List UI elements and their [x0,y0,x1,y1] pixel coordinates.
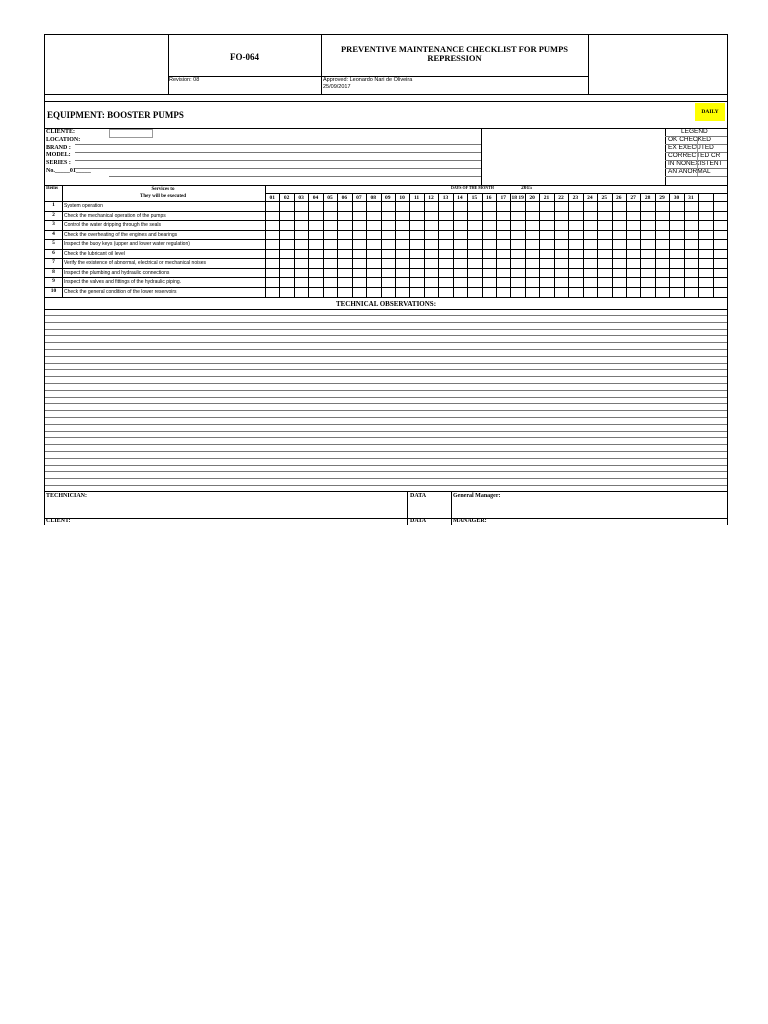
legend-item: CORRECTED CR [668,152,721,159]
field-underline [109,176,481,177]
day-column-line [669,193,670,297]
signature-divider [407,491,408,525]
observation-line[interactable] [45,437,727,438]
observation-line[interactable] [45,444,727,445]
frequency-badge: DAILY [695,103,725,121]
day-header: 24 [587,195,593,201]
day-header: 11 [413,195,420,201]
header-divider [321,35,322,94]
service-description: Verify the existence of abnormal, electrical or mechanical noises [64,260,207,266]
day-column-line [366,193,367,297]
approved-date: 25/09/2017 [323,84,351,90]
observation-line[interactable] [45,342,727,343]
observation-line[interactable] [45,465,727,466]
row-number: 2 [52,211,55,218]
year-label: 2015 [521,185,532,191]
equipment-label: EQUIPMENT: BOOSTER PUMPS [47,110,184,120]
service-description: Control the water dripping through the seals [64,222,162,228]
day-header: 04 [312,195,319,201]
day-column-line [597,193,598,297]
field-underline [75,168,481,169]
field-underline [75,160,481,161]
day-column-line [482,193,483,297]
day-header: 23 [572,195,579,201]
day-header: 20 [529,195,535,201]
row-rule [45,277,727,278]
day-header: 06 [341,195,348,201]
day-column-line [352,193,353,297]
day-column-line [698,193,699,297]
day-header: 10 [399,195,405,201]
day-header: 31 [688,195,694,201]
general-manager-label[interactable]: General Manager: [453,493,501,499]
day-header: 29 [659,195,665,201]
day-column-line [568,193,569,297]
brand-field[interactable]: BRAND : [46,144,71,151]
row-number: 3 [52,221,55,227]
observation-line[interactable] [45,363,727,364]
form-title [321,45,588,63]
observation-line[interactable] [45,315,727,316]
legend-rule [665,160,727,161]
day-header: 09 [384,195,391,201]
day-header: 13 [442,195,449,201]
services-header [63,186,263,200]
day-header: 15 [471,195,478,201]
service-description: Check the overheating of the engines and bearings [64,231,178,238]
row-rule [45,220,727,221]
row-number: 9 [52,278,55,284]
legend-rule [665,176,727,177]
number-field[interactable]: No._____01_____ [46,167,91,174]
row-rule [45,268,727,269]
day-header: 02 [283,195,290,201]
service-description: System operation [64,203,103,209]
day-header: 07 [356,195,362,201]
legend-item: OK CHECKED [668,136,711,143]
day-header: 25 [601,195,608,201]
day-column-line [438,193,439,297]
day-header: 28 [644,195,651,201]
day-column-line [294,193,295,297]
day-column-line [279,193,280,297]
service-description: Check the mechanical operation of the pumps [64,212,166,219]
row-number: 5 [52,240,55,246]
legend-title: LEGEND [681,128,708,135]
revision-label: Revision: 08 [169,77,200,83]
info-divider [481,128,482,185]
model-field[interactable]: MODEL: [46,152,71,159]
day-header: 22 [558,195,564,201]
day-column-line [626,193,627,297]
day-column-line [337,193,338,297]
day-column-line [453,193,454,297]
client-signature-label[interactable]: CLIENT: [46,518,71,524]
row-rule [45,239,727,240]
observation-line[interactable] [45,403,727,404]
observation-line[interactable] [45,376,727,377]
day-header: 12 [428,195,434,201]
legend-rule [665,136,727,137]
day-header: 08 [370,195,377,201]
observation-line[interactable] [45,471,727,472]
approved-by: Approved: Leonardo Nari de Oliveira [323,77,413,83]
service-description: Check the lubricant oil level [64,250,125,257]
day-header: 16 [486,195,492,201]
observation-line[interactable] [45,458,727,459]
service-description: Inspect the plumbing and hydraulic connections [64,269,170,276]
observation-line[interactable] [45,329,727,330]
header-divider [168,35,169,94]
header-rule [45,101,727,102]
day-column-line [467,193,468,297]
observations-title: TECHNICAL OBSERVATIONS: [335,300,437,308]
day-column-line [409,193,410,297]
observation-line[interactable] [45,322,727,323]
observation-line[interactable] [45,431,727,432]
day-header: 26 [615,195,622,201]
day-header: 17 [500,195,506,201]
observation-line[interactable] [45,369,727,370]
day-column-line [684,193,685,297]
day-header: 03 [298,195,304,201]
observation-line[interactable] [45,485,727,486]
row-number: 10 [50,287,57,294]
day-column-line [381,193,382,297]
day-header: 30 [673,195,680,201]
day-column-line [323,193,324,297]
approval-info [323,77,412,91]
table-rule [45,297,727,298]
day-header [698,194,712,202]
observation-line[interactable] [45,356,727,357]
day-column-line [395,193,396,297]
day-column-line [525,193,526,297]
legend-rule [665,168,727,169]
row-number: 7 [52,259,55,265]
day-header [713,194,727,202]
day-column-line [612,193,613,297]
signature-rule [45,491,727,492]
manager-label[interactable]: MANAGER: [453,518,487,524]
service-description: Check the general condition of the lower reservoirs [64,288,177,295]
row-number: 6 [52,249,55,256]
day-header: 27 [630,195,636,201]
data-label[interactable]: DATA [410,493,427,499]
observation-line[interactable] [45,451,727,452]
row-rule [45,287,727,288]
observation-line[interactable] [45,410,727,411]
day-column-line [713,193,714,297]
row-rule [45,258,727,259]
day-column-line [640,193,641,297]
legend-divider [697,136,698,176]
row-number: 4 [52,230,55,237]
legend-item: EX EXECUTED [668,144,714,151]
legend-item: AN ANORMAL [668,168,711,175]
client-input-box[interactable] [109,129,153,138]
day-column-line [583,193,584,297]
day-column-line [496,193,497,297]
service-description: Inspect the valves and fittings of the hydraulic piping. [64,279,182,285]
observation-line[interactable] [45,390,727,391]
observation-line[interactable] [45,383,727,384]
checklist-sheet [44,34,728,525]
day-column-line [424,193,425,297]
row-number: 8 [52,268,55,275]
day-column-line [308,193,309,297]
day-header: 01 [269,195,275,201]
legend-item: IN NONEXISTENT [668,160,723,167]
row-rule [45,249,727,250]
legend-rule [665,152,727,153]
day-header: 05 [327,195,333,201]
services-header-line2: They will be executed [140,194,186,199]
services-header-line1: Services to [151,187,175,192]
day-header: 18 19 [511,195,524,201]
observations-rule [45,309,727,310]
field-underline [75,152,481,153]
observation-line[interactable] [45,397,727,398]
form-code: FO-064 [230,52,259,62]
observation-line[interactable] [45,424,727,425]
day-header: 21 [543,195,550,201]
observation-line[interactable] [45,478,727,479]
technician-label[interactable]: TECHNICIAN: [46,493,88,499]
day-header: 14 [457,195,463,201]
form-title-line2: REPRESSION [427,53,482,63]
form-title-line1: PREVENTIVE MAINTENANCE CHECKLIST FOR PUMPS [340,44,568,54]
day-column-line [539,193,540,297]
service-description: Inspect the buoy keys (upper and lower water regulation) [64,241,190,247]
series-field[interactable]: SERIES : [46,160,71,167]
header-divider [588,35,589,94]
observation-line[interactable] [45,417,727,418]
signature-rule [45,518,727,519]
observation-line[interactable] [45,335,727,336]
days-header: DAYS OF THE MONTH [451,185,494,190]
legend-rule [665,144,727,145]
row-rule [45,230,727,231]
signature-divider [451,491,452,525]
day-column-line [554,193,555,297]
row-number: 1 [52,202,55,208]
field-underline [75,144,481,145]
data-label[interactable]: DATA [410,518,427,524]
location-field[interactable]: LOCATION: [46,136,81,143]
row-rule [45,211,727,212]
day-column-line [655,193,656,297]
header-rule [45,94,727,95]
observation-line[interactable] [45,349,727,350]
day-column-line [510,193,511,297]
client-field[interactable]: CLIENTE: [46,129,76,135]
items-header: Items [46,186,58,191]
